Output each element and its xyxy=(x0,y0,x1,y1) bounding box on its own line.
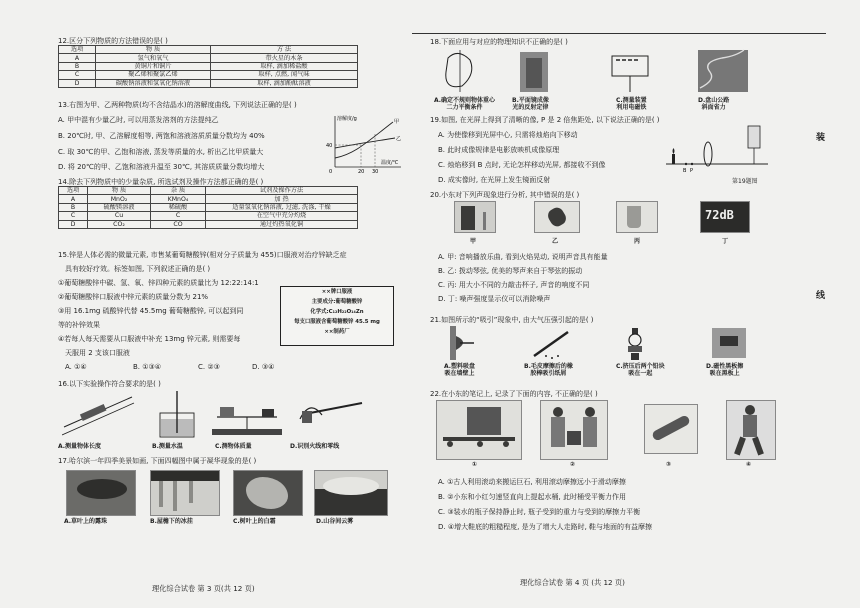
cell: 带火星的木条 xyxy=(211,54,358,62)
balance-figure xyxy=(212,407,282,435)
mirror-figure xyxy=(520,52,548,92)
point-b-marker xyxy=(685,163,687,165)
top-rule xyxy=(412,33,826,34)
q18-caption-b xyxy=(512,97,549,111)
q17-caption-a: A.草叶上的露珠 xyxy=(64,518,108,525)
cell: Cu xyxy=(88,212,151,220)
q13-option-b: B. 20℃时, 甲、乙溶解度相等, 两饱和溶液溶质质量分数均为 40% xyxy=(58,132,265,140)
cell: A xyxy=(59,195,88,203)
table-row xyxy=(59,54,358,62)
q20-caption-bing: 丙 xyxy=(634,238,641,245)
q13-title: 13.右图为甲、乙两种物质(均不含结晶水)的溶解度曲线, 下列说法正确的是( ) xyxy=(58,101,297,109)
q15-statement-4b: 天服用 2 支该口服液 xyxy=(65,349,130,357)
q13-option-a: A. 甲中混有少量乙时, 可以用蒸发溶剂的方法提纯乙 xyxy=(58,116,219,124)
q21-caption-c xyxy=(616,363,665,377)
q20-option-a: A. 甲: 音响播放乐曲, 看到火焰晃动, 说明声音具有能量 xyxy=(438,253,608,261)
caption-line: A.塑料吸盘 xyxy=(444,363,476,370)
noise-meter-photo xyxy=(700,201,750,233)
caption-line: 光的反射定律 xyxy=(512,104,549,111)
cell: 黄铜片和铜片 xyxy=(96,62,211,70)
q16-caption-b: B.测量水温 xyxy=(152,443,183,450)
caption-line: B.平面镜成像 xyxy=(512,97,549,104)
page-footer-3: 理化综合试卷 第 3 页(共 12 页) xyxy=(152,584,255,593)
carrying-bucket-picture xyxy=(540,400,608,460)
point-p-marker xyxy=(691,163,693,165)
cell: B xyxy=(59,203,88,211)
q15-statement-4: ④若每人每天需要从口服液中补充 13mg 锌元素, 则需要每 xyxy=(58,335,241,343)
caption-line: 二力平衡条件 xyxy=(446,104,483,111)
q15-choice-d: D. ③④ xyxy=(252,363,275,371)
cell: 稀硫酸 xyxy=(151,203,206,211)
suction-cup-figure xyxy=(450,326,474,360)
q14-header: 杂 质 xyxy=(151,187,206,195)
gravity-center-figure xyxy=(446,50,472,92)
cell: D xyxy=(59,79,96,87)
caption-line: 斜面省力 xyxy=(701,104,726,111)
icicle-photo xyxy=(150,470,220,516)
q22-option-b: B. ②小东和小红匀速竖直向上提起水桶, 此时桶受平衡力作用 xyxy=(438,493,626,501)
q18-figures xyxy=(434,48,754,96)
q17-caption-d: D.山谷间云雾 xyxy=(316,518,354,525)
q14-table xyxy=(58,186,358,229)
binding-mark-zhuang: 装 xyxy=(816,133,826,143)
q15-choice-c: C. ②③ xyxy=(198,363,220,371)
cell: 聚乙烯和聚氯乙烯 xyxy=(96,71,211,79)
caption-line: C.挤压后两个铅块 xyxy=(616,363,665,370)
magnetic-eraser-figure xyxy=(712,328,746,358)
cell: C xyxy=(59,71,96,79)
frost-photo xyxy=(233,470,303,516)
cell: 碳酸钠溶液和氢氧化钠溶液 xyxy=(96,79,211,87)
cell: B xyxy=(59,62,96,70)
violin-photo xyxy=(534,201,580,233)
q20-option-b: B. 乙: 拨动琴弦, 优美的琴声来自于琴弦的振动 xyxy=(438,267,583,275)
cell: CO₂ xyxy=(88,220,151,228)
q16-caption-a: A.测量物体长度 xyxy=(58,443,102,450)
q18-title: 18.下面应用与对应的物理知识不正确的是( ) xyxy=(430,38,568,46)
q22-mark-2: ② xyxy=(570,461,576,468)
q16-title: 16.以下实验操作符合要求的是( ) xyxy=(58,380,161,388)
q21-figures xyxy=(450,326,750,362)
q15-line1: 15.锌是人体必需的微量元素, 市售某葡萄糖酸锌(相对分子质量为 455)口服液对治疗锌缺乏症 xyxy=(58,251,347,259)
cell: 取样, 滴加酚酞溶液 xyxy=(211,79,358,87)
q20-caption-yi: 乙 xyxy=(552,238,559,245)
q15-choice-b: B. ①③④ xyxy=(133,363,162,371)
caption-line: 利用电磁铁 xyxy=(616,104,647,111)
q12-header: 方 法 xyxy=(211,46,358,54)
cell: C xyxy=(151,212,206,220)
cell: 通过灼热氧化铜 xyxy=(206,220,358,228)
q22-option-a: A. ①古人利用滚动来搬运巨石, 利用滚动摩擦远小于滑动摩擦 xyxy=(438,478,626,486)
q14-header: 试剂及操作方法 xyxy=(206,187,358,195)
q18-caption-c xyxy=(616,97,647,111)
page-footer-4: 理化综合试卷 第 4 页 (共 12 页) xyxy=(520,578,625,587)
cell: 取样, 点燃, 闻气味 xyxy=(211,71,358,79)
graph-tick: 40 xyxy=(326,143,333,149)
q21-caption-b xyxy=(524,363,573,377)
valley-clouds-photo xyxy=(314,470,388,516)
cell: A xyxy=(59,54,96,62)
q15-line2: 具有较好疗效。标签如图, 下列叙述正确的是( ) xyxy=(65,265,211,273)
q17-title: 17.哈尔滨一年四季美景如画, 下面四幅图中属于凝华现象的是( ) xyxy=(58,457,257,465)
cell: 在空气中充分灼烧 xyxy=(206,212,358,220)
q18-caption-a xyxy=(434,97,495,111)
q13-option-d: D. 将 20℃的甲、乙饱和溶液升温至 30℃, 其溶质质量分数均增大 xyxy=(58,163,265,171)
thermometer-figure xyxy=(160,391,194,437)
speaker-candle-photo xyxy=(454,201,496,233)
caption-line: 吸在墙壁上 xyxy=(444,370,475,377)
caption-line: 胶棒吸引纸屑 xyxy=(530,370,567,377)
q15-statement-3b: 等的补锌效果 xyxy=(58,321,100,329)
q22-mark-3: ③ xyxy=(666,461,672,468)
q20-caption-ding: 丁 xyxy=(722,238,729,245)
cell: KMnO₄ xyxy=(151,195,206,203)
q13-option-c: C. 取 30℃的甲、乙饱和溶液, 蒸发等质量的水, 析出乙比甲质量大 xyxy=(58,148,264,156)
q15-choice-a: A. ①④ xyxy=(65,363,87,371)
cell: 硫酸镁溶液 xyxy=(88,203,151,211)
q19-title: 19.如图, 在光屏上得到了清晰的像, P 是 2 倍焦距处, 以下说法正确的是( ) xyxy=(430,116,660,124)
q14-header-row xyxy=(59,187,358,195)
q16-caption-c: C.测物体质量 xyxy=(215,443,252,450)
q16-caption-d: D.识别火线和零线 xyxy=(290,443,340,450)
test-pen-figure xyxy=(300,403,362,423)
caption-line: D.盘山公路 xyxy=(698,97,730,104)
point-p-label: P xyxy=(690,168,694,174)
graph-xlabel: 温度/℃ xyxy=(381,160,399,166)
caption-line: B.毛皮摩擦后的橡 xyxy=(524,363,573,370)
lead-blocks-figure xyxy=(628,328,642,360)
caption-line: 吸在一起 xyxy=(628,370,653,377)
table-row xyxy=(59,220,358,228)
q15-statement-1: ①葡萄糖酸锌中碳、氢、氧、锌四种元素的质量比为 12:22:14:1 xyxy=(58,279,259,287)
caption-line: D.磁性黑板擦 xyxy=(706,363,744,370)
q22-option-c: C. ③装水的瓶子保持静止时, 瓶子受到的重力与受到的摩擦力平衡 xyxy=(438,508,641,516)
q14-header: 选项 xyxy=(59,187,88,195)
table-row xyxy=(59,62,358,70)
q21-title: 21.如图所示的“吸引”现象中, 由大气压强引起的是( ) xyxy=(430,316,594,324)
oral-liquid-label xyxy=(280,286,394,346)
q17-caption-c: C.树叶上的白霜 xyxy=(233,518,276,525)
binding-mark-xian: 线 xyxy=(816,291,826,301)
q17-caption-b: B.屋檐下的冰挂 xyxy=(150,518,193,525)
label-line: 主要成分:葡萄糖酸锌 xyxy=(311,299,363,305)
cell: D xyxy=(59,220,88,228)
cell: MnO₂ xyxy=(88,195,151,203)
mountain-road-figure xyxy=(698,50,748,92)
q12-header: 选项 xyxy=(59,46,96,54)
q19-figure-caption: 第19题图 xyxy=(732,178,758,185)
q20-option-c: C. 丙: 用大小不同的力敲击杯子, 声音的响度不同 xyxy=(438,281,590,289)
q22-option-d: D. ④增大鞋底的粗糙程度, 是为了增大人走路时, 鞋与地面的有益摩擦 xyxy=(438,523,653,531)
q22-mark-4: ④ xyxy=(746,461,752,468)
q15-statement-3: ③用 16.1mg 硫酸锌代替 45.5mg 葡萄糖酸锌, 可以起到同 xyxy=(58,307,244,315)
q15-statement-2: ②葡萄糖酸锌口服液中锌元素的质量分数为 21% xyxy=(58,293,209,301)
q19-option-a: A. 为使像移到光屏中心, 只需将烛焰向下移动 xyxy=(438,131,578,139)
graph-xtick: 30 xyxy=(372,169,379,174)
dew-photo xyxy=(66,470,136,516)
curve-yi xyxy=(335,138,395,148)
q20-option-d: D. 丁: 噪声强度显示仪可以消除噪声 xyxy=(438,295,551,303)
graph-origin: 0 xyxy=(329,169,333,174)
graph-xtick: 20 xyxy=(358,169,365,174)
q16-figures xyxy=(62,389,382,441)
q20-caption-jia: 甲 xyxy=(470,238,477,245)
runner-picture xyxy=(726,400,776,460)
q22-title: 22.在小东的笔记上, 记录了下面的内容, 不正确的是( ) xyxy=(430,390,598,398)
cell: 取样, 滴加稀盐酸 xyxy=(211,62,358,70)
label-line: 每支口服液含葡萄糖酸锌 45.5 mg xyxy=(294,319,380,325)
label-line: ××制药厂 xyxy=(324,329,350,335)
ruler-figure xyxy=(62,397,134,435)
table-row xyxy=(59,203,358,211)
caption-line: A.确定不规则物体重心 xyxy=(434,97,496,104)
candle-icon xyxy=(672,154,675,164)
table-row xyxy=(59,71,358,79)
q22-mark-1: ① xyxy=(472,461,478,468)
caption-line: 吸在黑板上 xyxy=(709,370,740,377)
q19-option-d: D. 成实像时, 在光屏上发生镜面反射 xyxy=(438,176,551,184)
table-row xyxy=(59,212,358,220)
electromagnet-figure xyxy=(612,56,648,92)
q21-caption-a xyxy=(444,363,475,377)
q19-option-b: B. 此时成像规律是电影放映机成像原理 xyxy=(438,146,560,154)
ancient-stone-transport-picture xyxy=(436,400,522,460)
exam-page-4 xyxy=(430,0,860,608)
q14-header: 物 质 xyxy=(88,187,151,195)
q21-caption-d xyxy=(706,363,743,377)
q12-table xyxy=(58,45,358,88)
q12-header: 物 质 xyxy=(96,46,211,54)
convex-lens-icon xyxy=(704,142,712,166)
noise-meter-reading: 72dB xyxy=(705,208,734,222)
table-row xyxy=(59,79,358,87)
curve-label-yi: 乙 xyxy=(396,136,402,142)
light-screen-icon xyxy=(748,126,760,148)
graph-ylabel: 溶解度/g xyxy=(337,116,357,122)
cell: CO xyxy=(151,220,206,228)
q20-title: 20.小东对下列声现象进行分析, 其中错误的是( ) xyxy=(430,191,580,199)
q12-title: 12.区分下列物质的方法错误的是( ) xyxy=(58,37,168,45)
curve-label-jia: 甲 xyxy=(394,119,400,125)
solubility-curve-graph xyxy=(325,112,405,174)
glass-cup-photo xyxy=(616,201,658,233)
q12-header-row xyxy=(59,46,358,54)
label-line: 化学式:C₁₂H₂₂O₁₄Zn xyxy=(310,309,364,315)
hand-holding-bottle-picture xyxy=(644,404,698,454)
q18-caption-d xyxy=(698,97,729,111)
q19-option-c: C. 烛焰移到 B 点时, 无论怎样移动光屏, 都接收不到像 xyxy=(438,161,606,169)
cell: 适量氢氧化钠溶液, 过滤, 洗涤, 干燥 xyxy=(206,203,358,211)
cell: 氢气和氧气 xyxy=(96,54,211,62)
flame-icon xyxy=(673,148,675,154)
point-b-label: B xyxy=(683,168,687,174)
table-row xyxy=(59,195,358,203)
q14-title: 14.除去下列物质中的少量杂质, 所选试剂及操作方法都正确的是( ) xyxy=(58,178,264,186)
cell: C xyxy=(59,212,88,220)
optics-bench-figure xyxy=(662,124,772,174)
caption-line: C.测量装置 xyxy=(616,97,647,104)
rubber-rod-figure xyxy=(534,332,568,359)
label-line: ××牌口服液 xyxy=(321,289,353,295)
cell: 加 热 xyxy=(206,195,358,203)
